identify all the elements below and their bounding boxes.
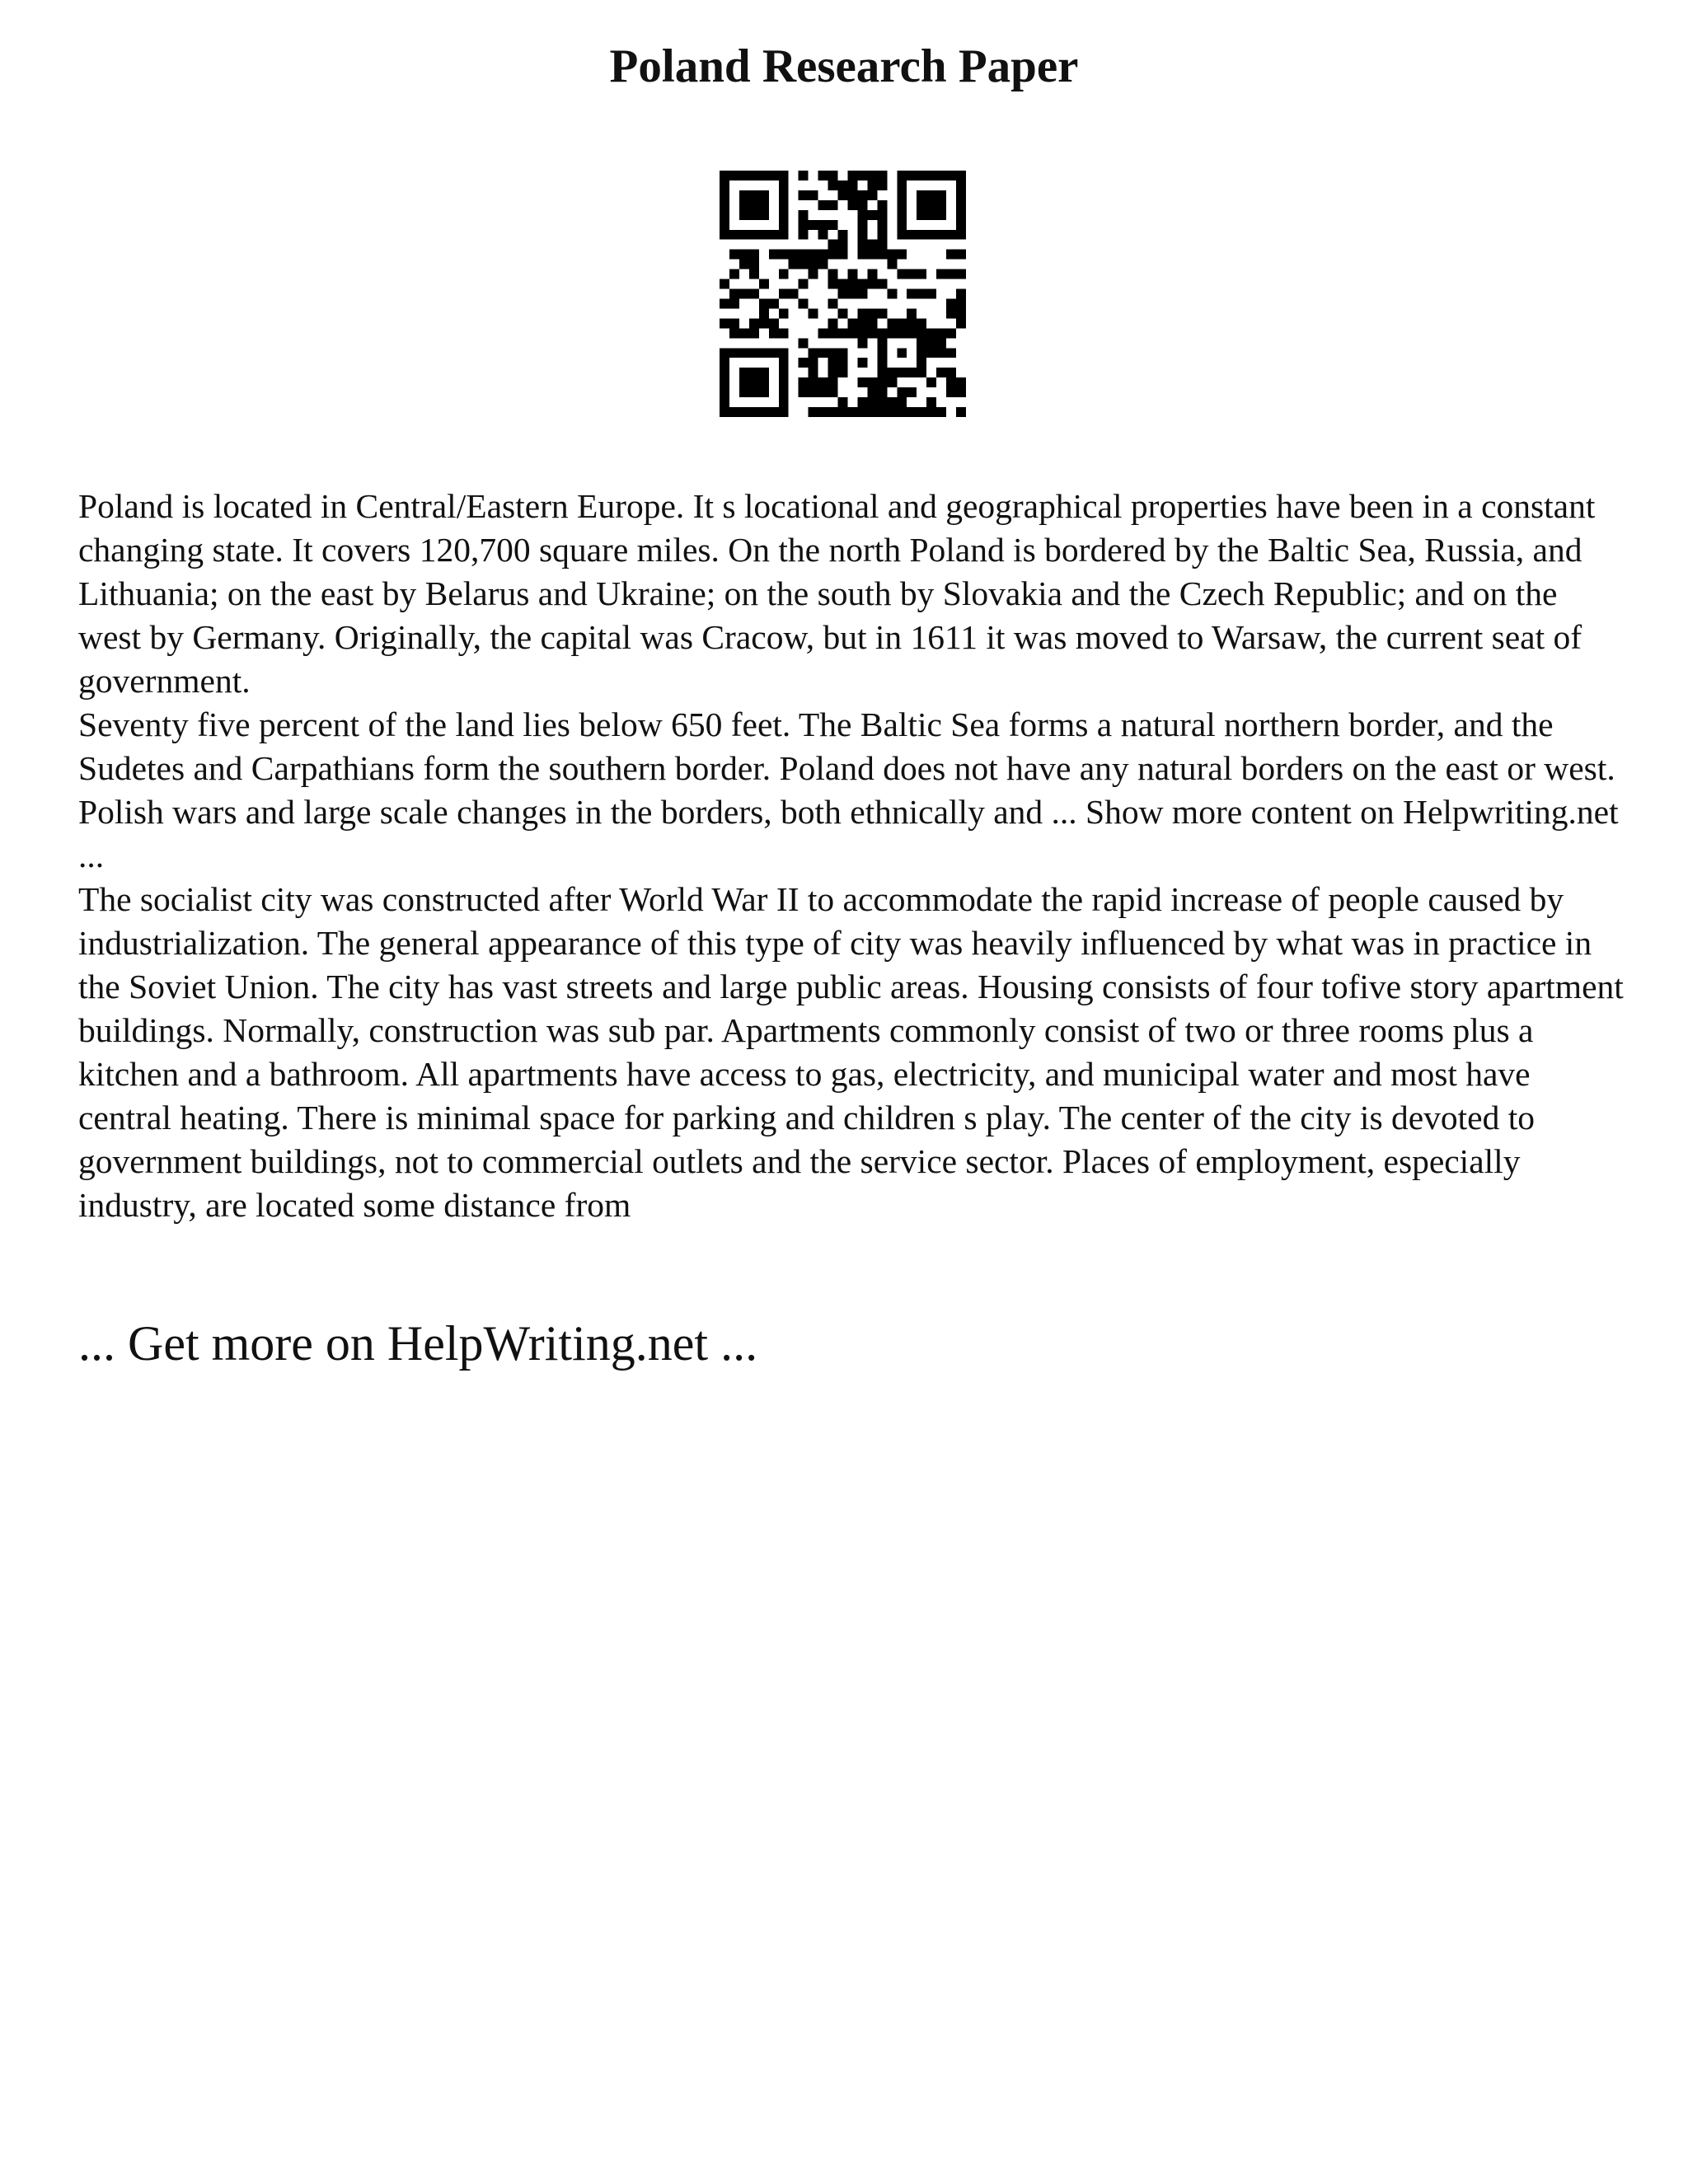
qr-code-icon <box>720 171 966 417</box>
article-body <box>78 485 1628 1227</box>
paragraph-1: Poland is located in Central/Eastern Europe. It s locational and geographical properties have been in a constant changing state. It covers 120,700 square miles. On the north Poland is bordered by the Baltic Sea, Russia, and Lithuania; on the east by Belarus and Ukraine; on the south by Slovakia and the Czech Republic; and on the west by Germany. Originally, the capital was Cracow, but in 1611 it was moved to Warsaw, the current seat of government. <box>78 487 1596 700</box>
paragraph-3: The socialist city was constructed after World War II to accommodate the rapid increase of people caused by industrialization. The general appearance of this type of city was heavily influenced by what was in practice in the Soviet Union. The city has vast streets and large public areas. Housing consists of four tofive story apartment buildings. Normally, construction was sub par. Apartments commonly consist of two or three rooms plus a kitchen and a bathroom. All apartments have access to gas, electricity, and municipal water and most have central heating. There is minimal space for parking and children s play. The center of the city is devoted to government buildings, not to commercial outlets and the service sector. Places of employment, especially industry, are located some distance from <box>78 880 1624 1224</box>
paragraph-2: Seventy five percent of the land lies below 650 feet. The Baltic Sea forms a natural northern border, and the Sudetes and Carpathians form the southern border. Poland does not have any natural borders on the east or west. Polish wars and large scale changes in the borders, both ethnically and ... Show more content on Helpwriting.net ... <box>78 705 1619 874</box>
page-title: Poland Research Paper <box>609 40 1079 92</box>
get-more-link[interactable]: ... Get more on HelpWriting.net ... <box>78 1316 758 1371</box>
